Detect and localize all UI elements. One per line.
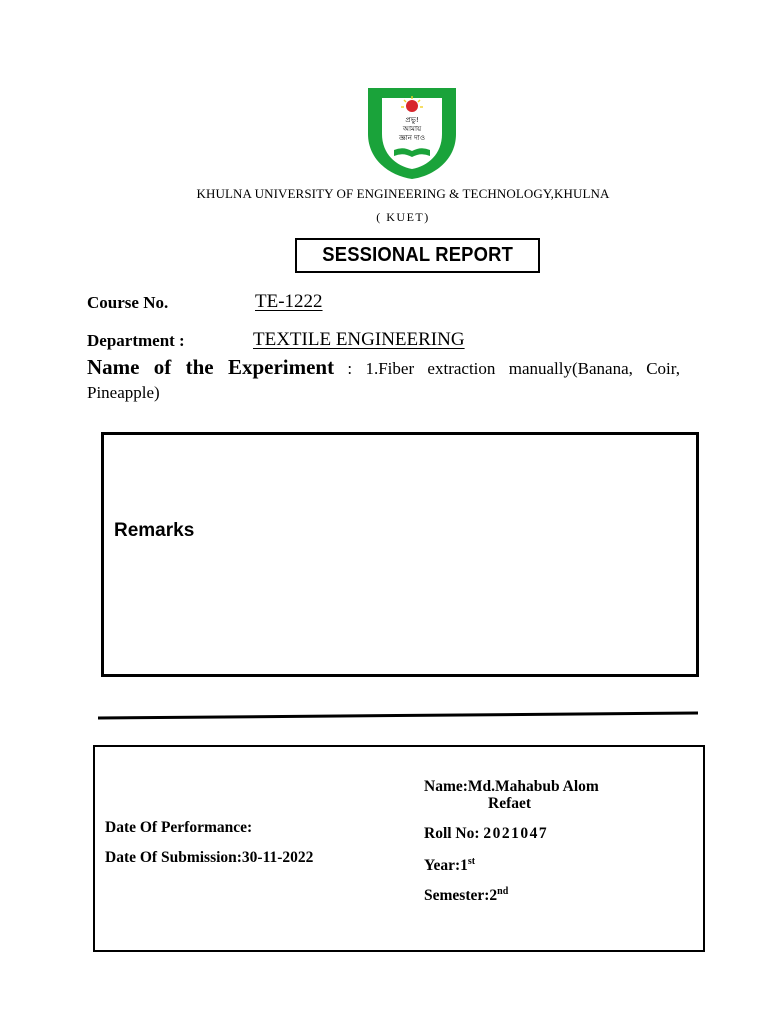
experiment-block <box>87 355 680 405</box>
date-of-performance: Date Of Performance: <box>105 819 253 836</box>
roll-label: Roll No: <box>424 825 484 842</box>
course-value: TE-1222 <box>255 291 323 312</box>
student-name: Name:Md.Mahabub Alom <box>424 778 599 795</box>
year-suffix: st <box>467 856 476 867</box>
experiment-separator: : <box>334 359 366 378</box>
report-title: SESSIONAL REPORT <box>322 244 513 266</box>
remarks-label: Remarks <box>114 520 195 541</box>
semester <box>424 886 508 905</box>
experiment-label: Name of the Experiment <box>87 355 335 379</box>
department-value: TEXTILE ENGINEERING <box>253 329 465 350</box>
department-label: Department : <box>87 331 185 350</box>
university-name: KHULNA UNIVERSITY OF ENGINEERING & TECHNOLOGY,KHULNA <box>196 186 610 201</box>
semester-suffix: nd <box>497 886 509 897</box>
date-of-submission: Date Of Submission:30-11-2022 <box>105 849 314 866</box>
university-abbreviation: ( KUET) <box>376 210 430 224</box>
divider-line <box>98 710 700 722</box>
student-name-continued: Refaet <box>488 795 532 812</box>
experiment-value: 1.Fiber extraction manually(Banana, Coir, Pineapple) <box>87 359 680 402</box>
year-label: Year:1 <box>424 857 468 875</box>
report-title-box <box>295 238 540 273</box>
course-label: Course No. <box>87 293 169 312</box>
logo-motto-line: প্রভু! <box>405 116 419 124</box>
logo-motto-line: জ্ঞান দাও <box>399 134 425 142</box>
roll-value: 2021047 <box>483 825 549 842</box>
semester-label: Semester:2 <box>424 887 498 905</box>
roll-number <box>424 825 548 843</box>
year <box>424 856 475 875</box>
remarks-box <box>101 432 699 677</box>
logo-motto-line: আমায় <box>402 125 422 133</box>
university-logo <box>364 84 460 180</box>
